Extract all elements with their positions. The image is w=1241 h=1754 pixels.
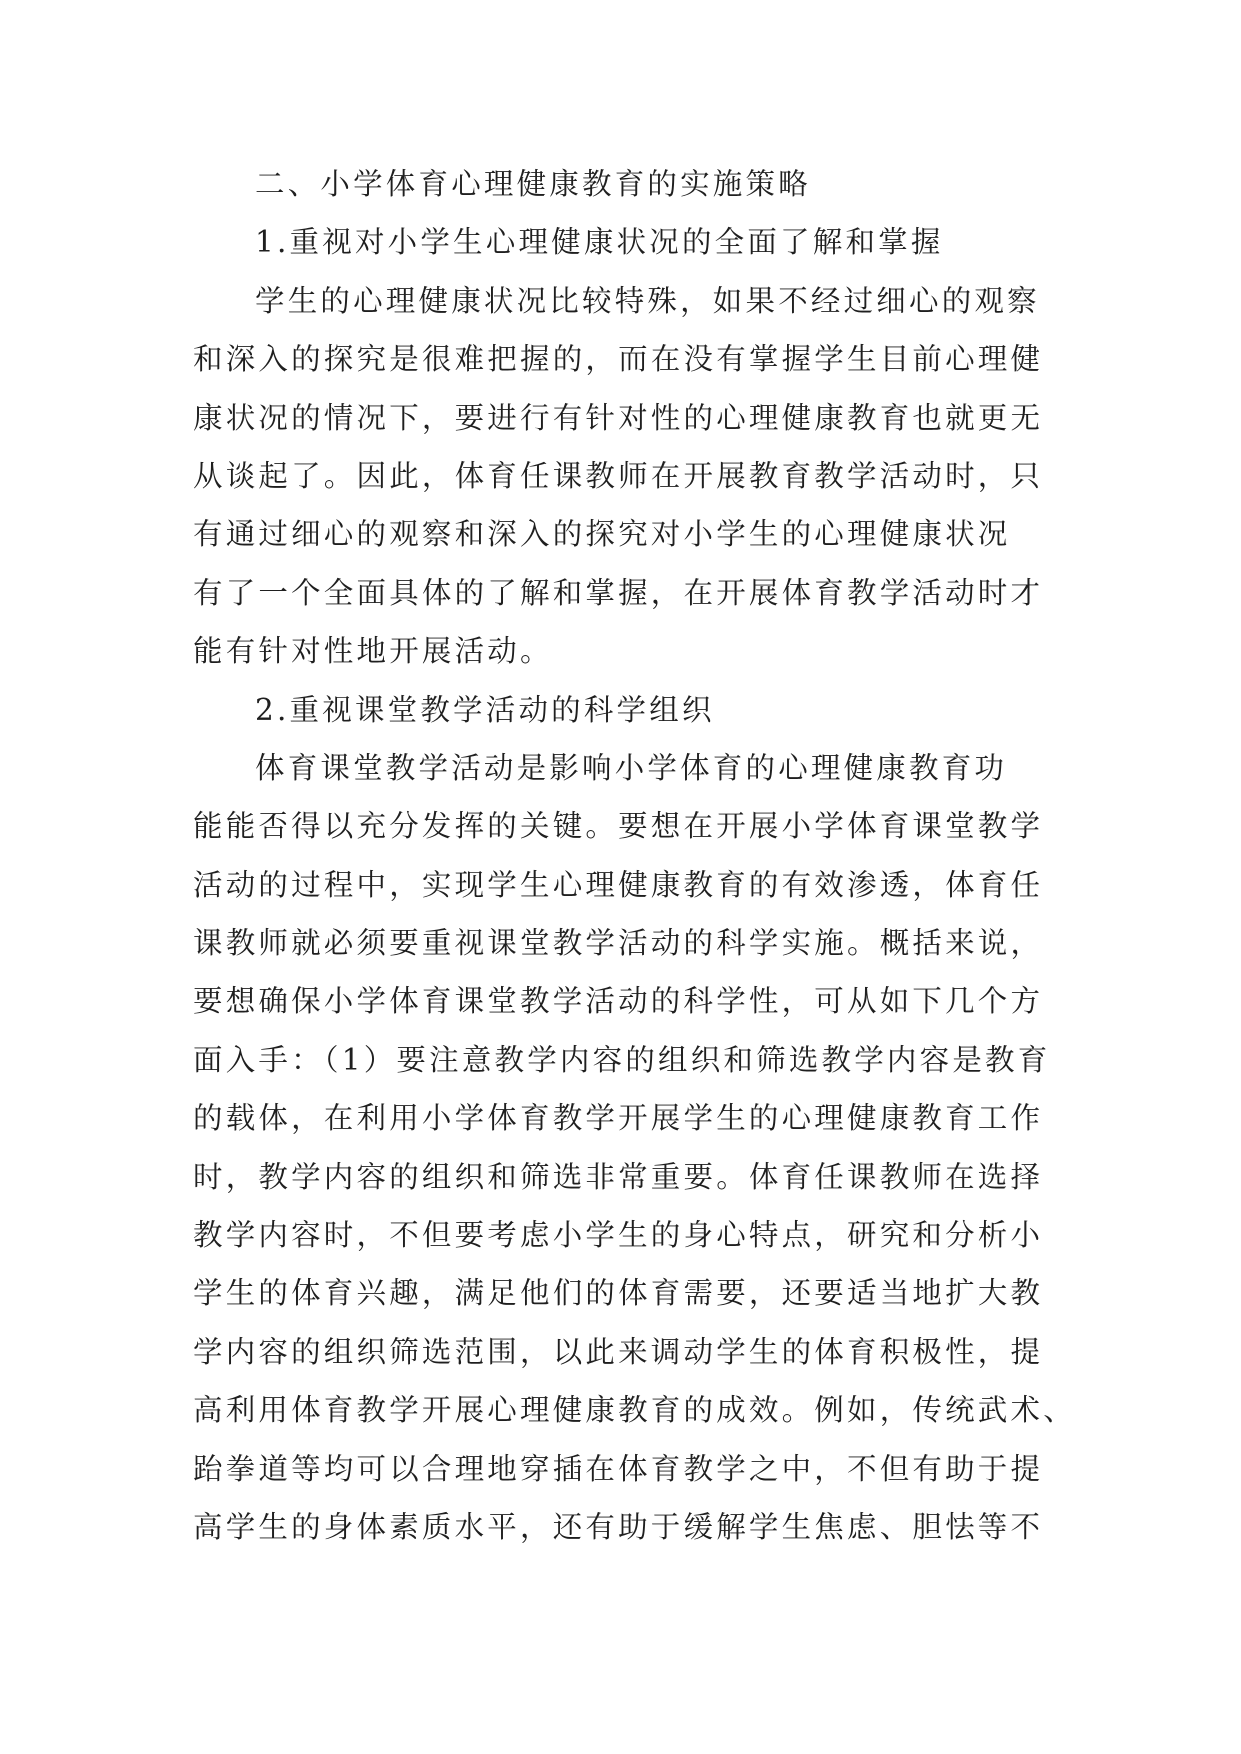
paragraph-line: 高学生的身体素质水平，还有助于缓解学生焦虑、胆怯等不 <box>193 1509 1044 1544</box>
paragraph-line: 时，教学内容的组织和筛选非常重要。体育任课教师在选择 <box>193 1159 1044 1194</box>
paragraph-1 <box>193 272 1063 681</box>
paragraph-line: 学生的体育兴趣，满足他们的体育需要，还要适当地扩大教 <box>193 1276 1044 1311</box>
paragraph-line: 课教师就必须要重视课堂教学活动的科学实施。概括来说， <box>193 926 1044 961</box>
subheading-2: 2.重视课堂教学活动的科学组织 <box>255 692 715 727</box>
paragraph-line: 从谈起了。因此，体育任课教师在开展教育教学活动时，只 <box>193 458 1044 493</box>
paragraph-line: 能能否得以充分发挥的关键。要想在开展小学体育课堂教学 <box>193 809 1044 844</box>
paragraph-line: 跆拳道等均可以合理地穿插在体育教学之中，不但有助于提 <box>193 1451 1044 1486</box>
section-heading: 二、小学体育心理健康教育的实施策略 <box>255 167 811 201</box>
paragraph-line: 教学内容时，不但要考虑小学生的身心特点，研究和分析小 <box>193 1218 1044 1253</box>
paragraph-line: 的载体，在利用小学体育教学开展学生的心理健康教育工作 <box>193 1101 1044 1136</box>
paragraph-line: 面入手：（1）要注意教学内容的组织和筛选教学内容是教育 <box>193 1042 1051 1077</box>
paragraph-line: 高利用体育教学开展心理健康教育的成效。例如，传统武术、 <box>193 1393 1076 1428</box>
paragraph-line: 学内容的组织筛选范围，以此来调动学生的体育积极性，提 <box>193 1334 1044 1369</box>
paragraph-line: 要想确保小学体育课堂教学活动的科学性，可从如下几个方 <box>193 984 1044 1019</box>
paragraph-2 <box>193 739 1076 1556</box>
paragraph-line: 活动的过程中，实现学生心理健康教育的有效渗透，体育任 <box>193 867 1044 902</box>
paragraph-line: 学生的心理健康状况比较特殊，如果不经过细心的观察 <box>255 283 1040 318</box>
paragraph-line: 有了一个全面具体的了解和掌握，在开展体育教学活动时才 <box>193 575 1044 610</box>
subheading-1: 1.重视对小学生心理健康状况的全面了解和掌握 <box>255 225 944 260</box>
paragraph-line: 和深入的探究是很难把握的，而在没有掌握学生目前心理健 <box>193 342 1044 377</box>
paragraph-line: 能有针对性地开展活动。 <box>193 634 553 669</box>
paragraph-line: 康状况的情况下，要进行有针对性的心理健康教育也就更无 <box>193 400 1044 435</box>
paragraph-line: 有通过细心的观察和深入的探究对小学生的心理健康状况 <box>193 517 1011 552</box>
document-body <box>193 155 1076 1556</box>
paragraph-line: 体育课堂教学活动是影响小学体育的心理健康教育功 <box>255 750 1008 785</box>
